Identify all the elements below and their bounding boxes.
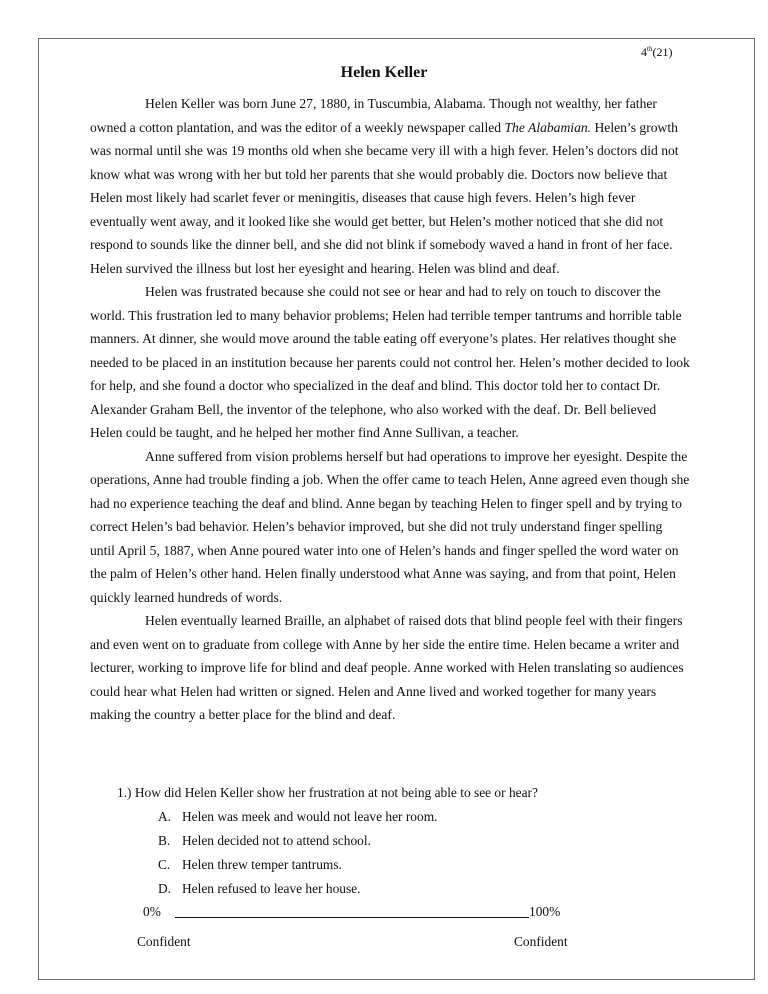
scale-max-caption: Confident xyxy=(514,934,568,949)
paragraph-3: Anne suffered from vision problems herself but had operations to improve her eyesight. Despite the operations, Anne had trouble finding a job. When the offer came to teach Helen, Anne agreed even though she had no experience teaching the deaf and blind. Anne began by teaching Helen to finger spell and by trying to correct Helen’s bad behavior. Helen’s behavior improved, but she did not truly understand finger spelling until April 5, 1887, when Anne poured water into one of Helen’s hands and finger spelled the word water on the palm of Helen’s other hand. Helen finally understood what Anne was saying, and from that point, Helen quickly learned hundreds of words. xyxy=(90,448,690,605)
option-letter: D. xyxy=(158,881,172,896)
paragraph-4: Helen eventually learned Braille, an alphabet of raised dots that blind people feel with their fingers and even went on to graduate from college with Anne by her side the entire time. Helen became a writer and lecturer, working to improve life for blind and deaf people. Anne worked with Helen translating so audiences could hear what Helen had written or signed. Helen and Anne lived and worked together for many years making the country a better place for the blind and deaf. xyxy=(90,613,684,722)
paragraph-2: Helen was frustrated because she could not see or hear and had to rely on touch to discover the world. This frustration led to many behavior problems; Helen had terrible temper tantrums and horrible table manners. At dinner, she would move around the table eating off everyone’s plates. Her relatives thought she needed to be placed in an institution because her parents could not control her. Helen’s mother decided to look for help, and she found a doctor who specialized in the deaf and blind. This doctor told her to contact Dr. Alexander Graham Bell, the inventor of the telephone, who also worked with the deaf. Dr. Bell believed Helen could be taught, and he helped her mother find Anne Sullivan, a teacher. xyxy=(90,284,690,440)
option-letter: B. xyxy=(158,833,171,848)
page-number: 4th(21) xyxy=(641,45,673,59)
scale-min-label: 0% xyxy=(143,904,161,919)
article-body xyxy=(90,92,690,727)
page-title: Helen Keller xyxy=(340,64,428,81)
answer-options xyxy=(158,805,437,901)
confidence-scale-line[interactable] xyxy=(175,917,529,918)
option-d[interactable] xyxy=(158,877,437,901)
option-a[interactable] xyxy=(158,805,437,829)
option-text: Helen refused to leave her house. xyxy=(182,881,361,896)
option-text: Helen was meek and would not leave her room. xyxy=(182,809,438,824)
scale-min-caption: Confident xyxy=(137,934,191,949)
option-c[interactable] xyxy=(158,853,437,877)
option-letter: A. xyxy=(158,809,172,824)
option-text: Helen decided not to attend school. xyxy=(182,833,371,848)
option-b[interactable] xyxy=(158,829,437,853)
option-text: Helen threw temper tantrums. xyxy=(182,857,342,872)
paragraph-1: Helen Keller was born June 27, 1880, in Tuscumbia, Alabama. Though not wealthy, her father owned a cotton plantation, and was the editor of a weekly newspaper called The Alabamian. Helen’s growth was normal until she was 19 months old when she became very ill with a high fever. Helen’s doctors did not know what was wrong with her but told her parents that she would probably die. Doctors now believe that Helen most likely had scarlet fever or meningitis, diseases that cause high fevers. Helen’s high fever eventually went away, and it looked like she would get better, but Helen’s mother noticed that she did not respond to sounds like the dinner bell, and she did not blink if somebody waved a hand in front of her face. Helen survived the illness but lost her eyesight and hearing. Helen was blind and deaf. xyxy=(90,96,679,276)
question-1: 1.) How did Helen Keller show her frustration at not being able to see or hear? xyxy=(117,785,538,800)
scale-max-label: 100% xyxy=(529,904,561,919)
newspaper-title: The Alabamian. xyxy=(504,119,592,135)
page-number-suffix: th xyxy=(647,45,653,53)
option-letter: C. xyxy=(158,857,171,872)
